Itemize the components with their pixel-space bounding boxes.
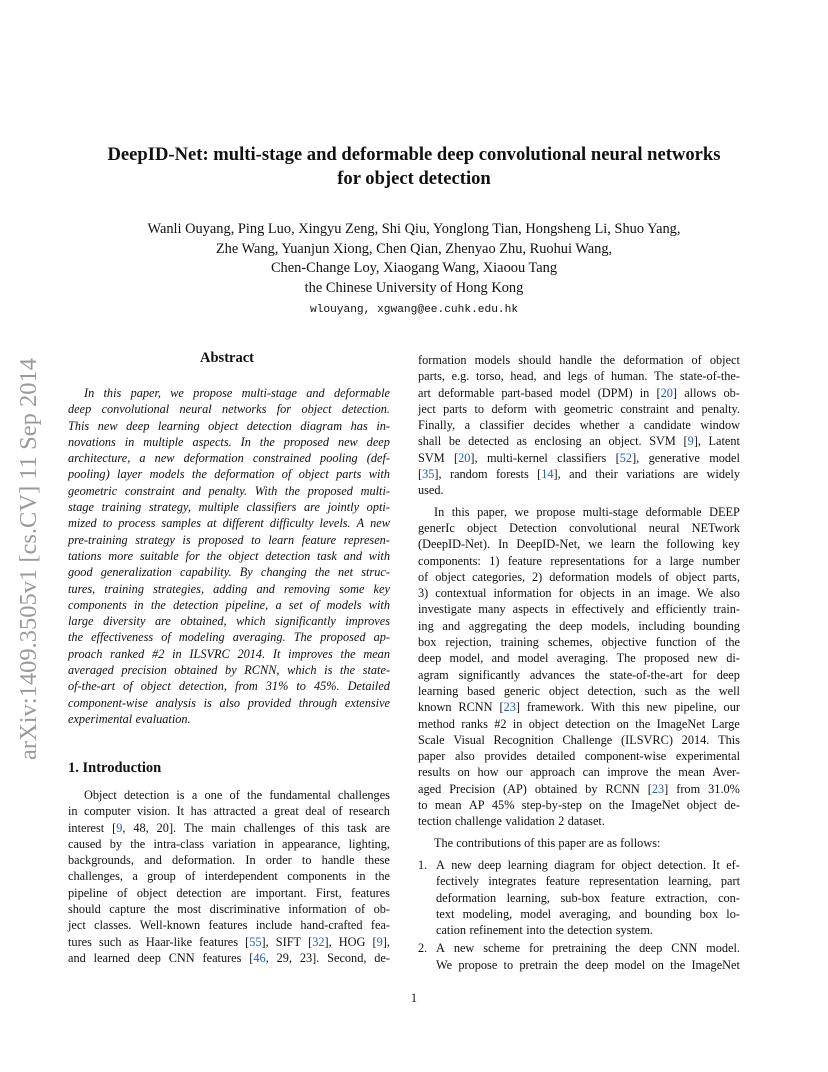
- text-line: pipeline of object detection are important. First, features: [68, 885, 390, 900]
- text-line: tations more suitable for the object detection task and with: [68, 548, 390, 563]
- text-line: known RCNN [23] framework. With this new pipeline, our: [418, 700, 740, 715]
- text-line: of-the-art of object detection, from 31% to 45%. Detailed: [68, 679, 390, 694]
- abstract-body: [68, 385, 390, 727]
- text-line: [35], random forests [14], and their variations are widely: [418, 467, 740, 482]
- authors-line-2: Zhe Wang, Yuanjun Xiong, Chen Qian, Zhenyao Zhu, Ruohui Wang,: [215, 240, 613, 257]
- arxiv-stamp: [12, 262, 42, 762]
- abstract-heading: Abstract: [200, 350, 254, 366]
- paragraph-deformation: [418, 352, 740, 499]
- text-line: tures, training strategies, adding and removing some key: [68, 581, 390, 596]
- affiliation: the Chinese University of Hong Kong: [304, 279, 524, 296]
- text-line: (DeepID-Net). In DeepID-Net, we learn the following key: [418, 537, 740, 552]
- contribution-item-1: [418, 857, 740, 938]
- text-line: results on how our approach can improve the mean Aver-: [418, 765, 740, 780]
- text-line: tection challenge validation 2 dataset.: [418, 814, 605, 829]
- text-line: challenges, a group of interdependent components in the: [68, 869, 390, 884]
- contribution-item-2: [418, 940, 740, 973]
- text-line: A new deep learning diagram for object detection. It ef-: [436, 857, 740, 872]
- page-number: 1: [410, 991, 418, 1005]
- text-line: In this paper, we propose multi-stage deformable DEEP: [434, 504, 740, 519]
- text-line: mized to process samples at different difficulty levels. A new: [68, 516, 390, 531]
- text-line: component-wise analysis is also provided through extensive: [68, 695, 390, 710]
- text-line: agram significantly advances the state-of-the-art for deep: [418, 667, 740, 682]
- text-line: deep convolutional neural networks for object detection.: [68, 402, 390, 417]
- text-line: averaged precision obtained by RCNN, which is the state-: [68, 663, 390, 678]
- text-line: 3) contextual information for objects in an image. We also: [418, 586, 740, 601]
- text-line: investigate many aspects in effectively and efficiently train-: [418, 602, 740, 617]
- text-line: SVM [20], multi-kernel classifiers [52], generative model: [418, 450, 740, 465]
- authors-line-1: Wanli Ouyang, Ping Luo, Xingyu Zeng, Shi Qiu, Yonglong Tian, Hongsheng Li, Shuo Yang,: [147, 221, 681, 237]
- text-line: of object categories, 2) deformation models of object parts,: [418, 569, 740, 584]
- text-line: interest [9, 48, 20]. The main challenges of this task are: [68, 820, 390, 835]
- text-line: components in the detection pipeline, a set of models with: [68, 597, 390, 612]
- text-line: pre-training strategy is proposed to learn feature represen-: [68, 532, 390, 547]
- introduction-body: [68, 787, 390, 966]
- item-text: [436, 940, 740, 973]
- text-line: parts, e.g. torso, head, and legs of human. The state-of-the-: [418, 369, 740, 384]
- introduction-heading: 1. Introduction: [68, 760, 162, 776]
- text-line: ing and aggregating the deep models, including bounding: [418, 618, 740, 633]
- text-line: proach ranked #2 in ILSVRC 2014. It improves the mean: [68, 646, 390, 661]
- text-line: ject classes. Well-known features include hand-crafted fea-: [68, 918, 390, 933]
- arxiv-id: arXiv:1409.3505v1 [cs.CV] 11 Sep 2014: [15, 358, 42, 760]
- paragraph-deepid-net: [418, 504, 740, 830]
- title-line-1: DeepID-Net: multi-stage and deformable deep convolutional neural networks: [107, 144, 721, 165]
- text-line: novations in multiple aspects. In the proposed new deep: [68, 434, 390, 449]
- text-line: caused by the intra-class variation in appearance, lighting,: [68, 836, 390, 851]
- item-number: 2.: [418, 941, 428, 956]
- author-email: wlouyang, xgwang@ee.cuhk.edu.hk: [309, 304, 519, 317]
- text-line: Object detection is a one of the fundamental challenges: [84, 788, 390, 802]
- text-line: to mean AP 45% step-by-step on the ImageNet object de-: [418, 798, 740, 813]
- text-line: should capture the most discriminative information of ob-: [68, 902, 390, 917]
- text-line: good generalization capability. By changing the net struc-: [68, 565, 390, 580]
- text-line: text modeling, model averaging, and bounding box lo-: [436, 906, 740, 921]
- text-line: method ranks #2 in object detection on the ImageNet Large: [418, 716, 740, 731]
- title-line-2: for object detection: [337, 168, 491, 189]
- paper-title: [0, 143, 828, 191]
- text-line: architecture, a new deformation constrained pooling (def-: [68, 451, 390, 466]
- text-line: This new deep learning object detection diagram has in-: [68, 418, 390, 433]
- text-line: A new scheme for pretraining the deep CNN model.: [436, 941, 740, 956]
- text-line: Scale Visual Recognition Challenge (ILSVRC) 2014. This: [418, 732, 740, 747]
- text-line: tures such as Haar-like features [55], SIFT [32], HOG [9],: [68, 934, 390, 949]
- item-number: 1.: [418, 857, 428, 872]
- text-line: backgrounds, and deformation. In order to handle these: [68, 853, 390, 868]
- text-line: geometric constraint and penalty. With the proposed multi-: [68, 483, 390, 498]
- text-line: deep model, and model averaging. The proposed new di-: [418, 651, 740, 666]
- paragraph-contributions-intro: The contributions of this paper are as follows:: [434, 835, 661, 850]
- text-line: generIc object Detection convolutional neural NETwork: [418, 520, 740, 535]
- right-column: [418, 352, 740, 973]
- text-line: art deformable part-based model (DPM) in [20] allows ob-: [418, 385, 740, 400]
- text-line: We propose to pretrain the deep model on the ImageNet: [436, 957, 740, 972]
- text-line: in computer vision. It has attracted a great deal of research: [68, 804, 390, 819]
- author-block: [0, 220, 828, 321]
- text-line: In this paper, we propose multi-stage and deformable: [84, 386, 390, 400]
- text-line: Finally, a classifier decides whether a candidate window: [418, 418, 740, 433]
- text-line: the effectiveness of modeling averaging. The proposed ap-: [68, 630, 390, 645]
- text-line: experimental evaluation.: [68, 711, 191, 726]
- text-line: box rejection, training schemes, objective function of the: [418, 635, 740, 650]
- text-line: ject parts to deform with geometric constraint and penalty.: [418, 401, 740, 416]
- text-line: and learned deep CNN features [46, 29, 23]. Second, de-: [68, 950, 390, 965]
- text-line: components: 1) feature representations for a large number: [418, 553, 740, 568]
- text-line: learning based generic object detection, such as the well: [418, 683, 740, 698]
- text-line: fectively integrates feature representation learning, part: [436, 874, 740, 889]
- authors-line-3: Chen-Change Loy, Xiaogang Wang, Xiaoou Tang: [270, 260, 558, 277]
- item-text: [436, 857, 740, 938]
- text-line: stage training strategy, multiple classifiers are jointly opti-: [68, 500, 390, 515]
- text-line: aged Precision (AP) obtained by RCNN [23] from 31.0%: [418, 781, 740, 796]
- text-line: pooling) layer models the deformation of object parts with: [68, 467, 390, 482]
- text-line: cation refinement into the detection system.: [436, 923, 653, 938]
- text-line: paper also provides detailed component-wise experimental: [418, 749, 740, 764]
- text-line: used.: [418, 483, 444, 498]
- text-line: formation models should handle the deformation of object: [418, 353, 740, 367]
- text-line: large diversity are obtained, which significantly improves: [68, 614, 390, 629]
- text-line: deformation learning, sub-box feature extraction, con-: [436, 890, 740, 905]
- text-line: shall be detected as enclosing an object. SVM [9], Latent: [418, 434, 740, 449]
